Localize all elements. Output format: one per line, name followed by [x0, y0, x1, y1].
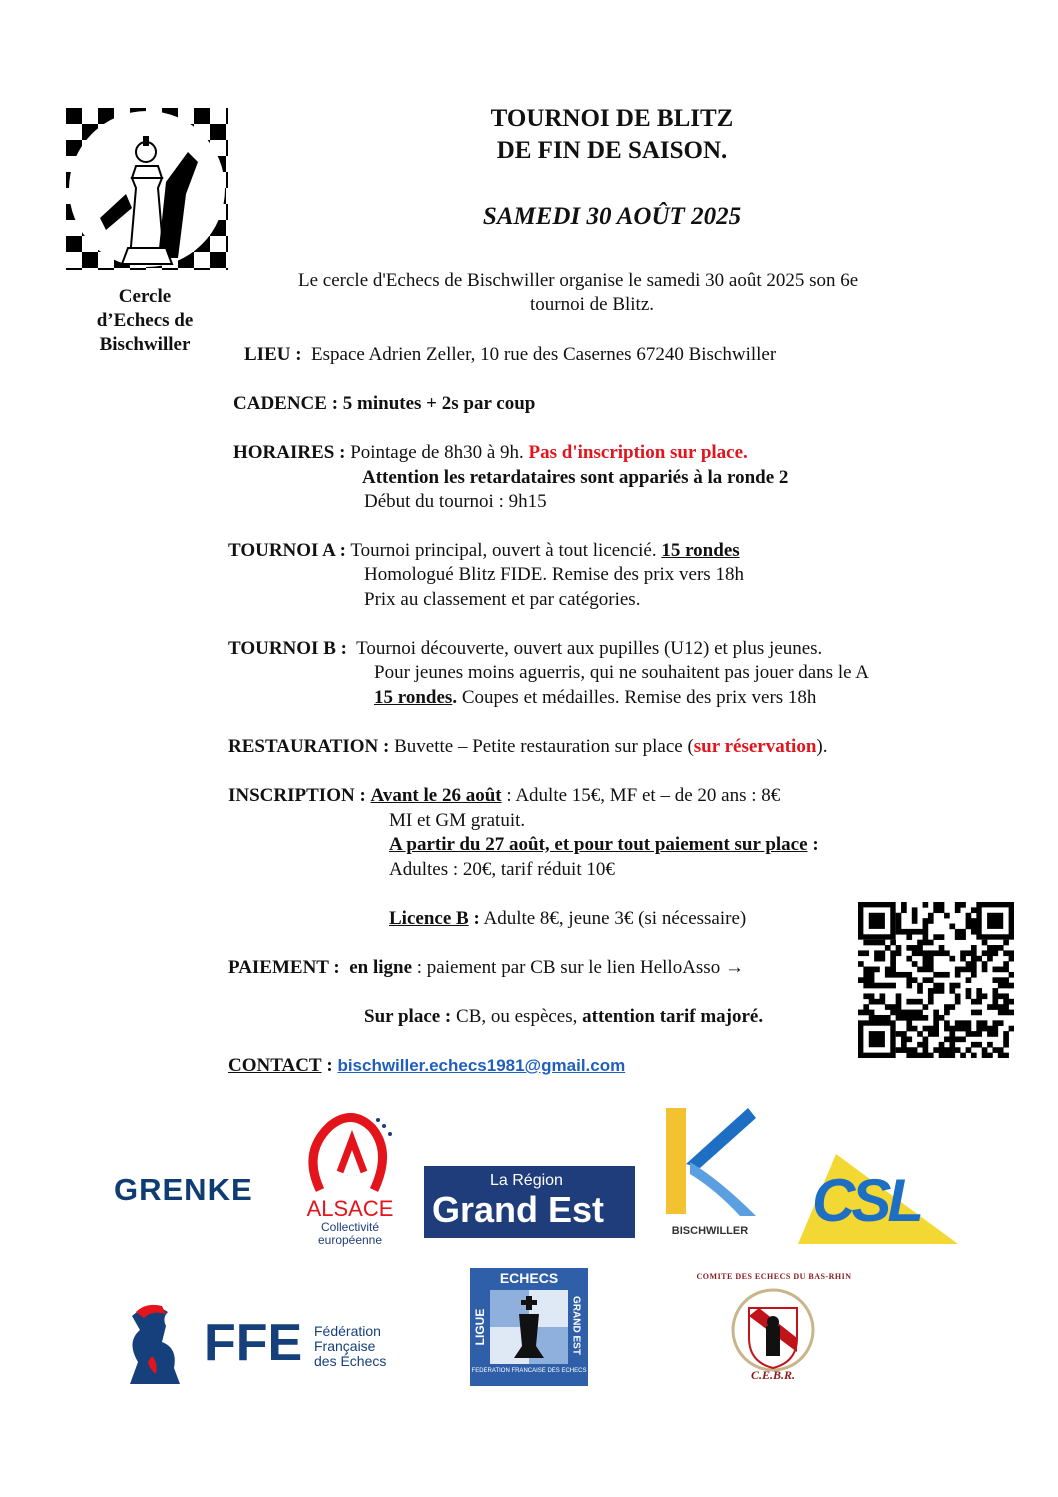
- ligue-right: GRAND EST: [570, 1296, 582, 1355]
- intro-line1: Le cercle d'Echecs de Bischwiller organise le samedi 30 août 2025 son 6e: [298, 270, 859, 291]
- inscription-line1: : Adulte 15€, MF et – de 20 ans : 8€: [506, 785, 781, 806]
- inscription-deadline: Avant le 26 août: [370, 785, 502, 806]
- region-grand-est-logo: [424, 1166, 635, 1238]
- bischwiller-k-icon: [660, 1104, 760, 1220]
- bischwiller-label: BISCHWILLER: [671, 1225, 749, 1237]
- ffe-sub3: des Échecs: [314, 1353, 387, 1369]
- ligue-grand-est-logo: [470, 1268, 588, 1386]
- restauration-row: [228, 735, 827, 759]
- rooster-icon: [122, 1302, 202, 1386]
- ligue-bottom: FEDERATION FRANCAISE DES ECHECS: [471, 1368, 587, 1374]
- region-big: Grand Est: [432, 1189, 605, 1230]
- club-name-line: Cercle: [118, 286, 172, 307]
- ligue-left: LIGUE: [473, 1308, 487, 1346]
- contact-label: CONTACT: [228, 1055, 322, 1076]
- inscription-late-colon: :: [812, 834, 819, 855]
- paiement-place-warning: attention tarif majoré.: [582, 1006, 764, 1027]
- tournoi-b-line3-row: [374, 686, 816, 710]
- chess-pieces-icon: [66, 108, 228, 270]
- paiement-online-text: : paiement par CB sur le lien HelloAsso: [416, 957, 721, 978]
- ffe-sub2: Française: [314, 1338, 376, 1354]
- restauration-reservation: sur réservation: [693, 736, 817, 757]
- tournoi-b-row: [228, 637, 822, 661]
- ligue-board: [490, 1290, 568, 1364]
- tournoi-a-line3: Prix au classement et par catégories.: [364, 589, 641, 610]
- inscription-line3-row: [389, 833, 819, 857]
- contact-colon: :: [326, 1055, 333, 1076]
- contact-row: [228, 1054, 625, 1078]
- horaires-line3: Début du tournoi : 9h15: [364, 491, 547, 512]
- club-logo: [66, 108, 228, 270]
- ffe-logo: [122, 1302, 402, 1386]
- inscription-line2: MI et GM gratuit.: [389, 810, 526, 831]
- paiement-place-row: [364, 1005, 763, 1029]
- tournoi-b-rounds: 15 rondes: [374, 687, 453, 708]
- intro-line2: tournoi de Blitz.: [530, 294, 655, 315]
- horaires-row: [233, 441, 748, 465]
- licence-label: Licence B: [389, 908, 469, 929]
- inscription-late: A partir du 27 août, et pour tout paiement sur place: [389, 834, 808, 855]
- qr-code[interactable]: [858, 902, 1014, 1058]
- cebr-top: COMITE DES ECHECS DU BAS-RHIN: [696, 1272, 852, 1281]
- tournoi-a-label: TOURNOI A :: [228, 540, 346, 561]
- horaires-warning: Pas d'inscription sur place.: [528, 442, 748, 463]
- lieu-text: Espace Adrien Zeller, 10 rue des Casernes 67240 Bischwiller: [311, 344, 777, 365]
- tournoi-a-line2: Homologué Blitz FIDE. Remise des prix vers 18h: [364, 564, 744, 585]
- club-name: [70, 285, 220, 357]
- licence-text: Adulte 8€, jeune 3€ (si nécessaire): [483, 908, 747, 929]
- tournoi-b-line3: Coupes et médailles. Remise des prix vers 18h: [461, 687, 817, 708]
- lieu-label: LIEU :: [244, 344, 302, 365]
- licence-colon: :: [473, 908, 480, 929]
- ffe-sub1: Fédération: [314, 1323, 381, 1339]
- lieu-row: [244, 343, 776, 367]
- alsace-sub1: Collectivité: [320, 1220, 380, 1234]
- tournoi-a-rounds: 15 rondes: [661, 540, 740, 561]
- bischwiller-logo: [660, 1104, 760, 1240]
- licence-row: [389, 907, 746, 931]
- arrow-right-icon: →: [724, 957, 744, 978]
- region-small: La Région: [490, 1172, 563, 1189]
- horaires-line2: Attention les retardataires sont appariés à la ronde 2: [362, 467, 789, 488]
- horaires-label: HORAIRES :: [233, 442, 346, 463]
- paiement-row: [228, 956, 744, 980]
- cebr-bottom: C.E.B.R.: [750, 1368, 795, 1382]
- inscription-line4: Adultes : 20€, tarif réduit 10€: [389, 859, 615, 880]
- club-name-line: Bischwiller: [99, 334, 191, 355]
- grenke-logo: GRENKE: [114, 1172, 253, 1207]
- chess-king-icon: [490, 1290, 568, 1364]
- restauration-text: Buvette – Petite restauration sur place (: [394, 736, 694, 757]
- tournoi-b-line1: Tournoi découverte, ouvert aux pupilles (U12) et plus jeunes.: [356, 638, 823, 659]
- csl-label: CSL: [812, 1167, 920, 1234]
- paiement-online: en ligne: [349, 957, 413, 978]
- tournoi-b-line2: Pour jeunes moins aguerris, qui ne souhaitent pas jouer dans le A: [374, 662, 869, 683]
- club-name-line: d’Echecs de: [96, 310, 194, 331]
- inscription-row: [228, 784, 780, 808]
- restauration-label: RESTAURATION :: [228, 736, 390, 757]
- tournoi-a-line1: Tournoi principal, ouvert à tout licencié.: [350, 540, 657, 561]
- contact-email-link[interactable]: bischwiller.echecs1981@gmail.com: [337, 1056, 626, 1075]
- page-title-line1: TOURNOI DE BLITZ: [490, 105, 734, 132]
- paiement-place-text: CB, ou espèces,: [456, 1006, 578, 1027]
- restauration-end: ).: [816, 736, 828, 757]
- ffe-label: FFE: [204, 1314, 303, 1372]
- csl-logo: [794, 1150, 958, 1246]
- cadence-row: CADENCE : 5 minutes + 2s par coup: [233, 393, 536, 414]
- cebr-logo: [696, 1272, 852, 1388]
- qr-code-icon: [858, 902, 1014, 1058]
- ffe-sub: [314, 1324, 386, 1369]
- paiement-place-label: Sur place :: [364, 1006, 452, 1027]
- alsace-a-icon: [300, 1112, 400, 1192]
- horaires-line1: Pointage de 8h30 à 9h.: [350, 442, 524, 463]
- page-title-line2: DE FIN DE SAISON.: [496, 137, 728, 164]
- alsace-title: ALSACE: [306, 1196, 394, 1221]
- alsace-logo: [300, 1112, 400, 1247]
- tournoi-a-row: [228, 539, 740, 563]
- alsace-sub2: européenne: [317, 1233, 383, 1247]
- tournoi-b-label: TOURNOI B :: [228, 638, 347, 659]
- event-date: SAMEDI 30 AOÛT 2025: [482, 203, 742, 230]
- paiement-label: PAIEMENT :: [228, 957, 340, 978]
- ligue-top: ECHECS: [499, 1270, 559, 1286]
- inscription-label: INSCRIPTION :: [228, 785, 366, 806]
- tournoi-b-dot: .: [452, 687, 458, 708]
